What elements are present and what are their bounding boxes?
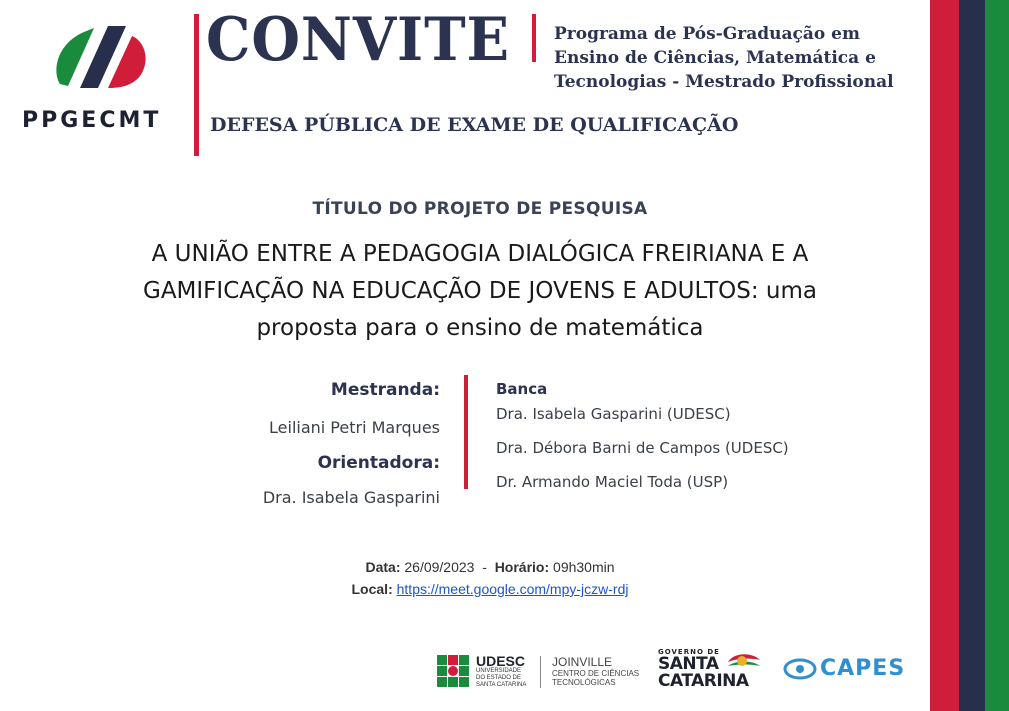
udesc-sub: SANTA CATARINA (476, 682, 527, 688)
student-name: Leiliani Petri Marques (269, 418, 440, 437)
joinville-sub: TECNOLÓGICAS (552, 678, 616, 687)
date-time-line (0, 559, 980, 575)
santa-catarina-flag-icon (726, 650, 762, 674)
joinville-name: JOINVILLE (552, 655, 613, 669)
footer-divider (540, 656, 541, 688)
project-title-line: GAMIFICAÇÃO NA EDUCAÇÃO DE JOVENS E ADULTOS: uma (143, 278, 817, 304)
udesc-sub: DO ESTADO DE (476, 675, 521, 681)
udesc-sub: UNIVERSIDADE (476, 668, 522, 674)
advisor-name: Dra. Isabela Gasparini (262, 488, 440, 507)
program-line: Ensino de Ciências, Matemática e (554, 48, 876, 68)
joinville-logo-text (552, 655, 639, 687)
committee-member: Dra. Débora Barni de Campos (UDESC) (496, 439, 789, 457)
student-label: Mestranda: (330, 380, 440, 400)
committee-divider (464, 375, 468, 489)
sc-name: CATARINA (658, 671, 749, 691)
capes-logo-text: CAPES (820, 656, 906, 681)
committee-title: Banca (496, 380, 548, 398)
udesc-logo-icon (437, 655, 469, 687)
event-type: DEFESA PÚBLICA DE EXAME DE QUALIFICAÇÃO (210, 114, 739, 136)
time-value: 09h30min (553, 559, 615, 575)
location-label: Local: (351, 581, 393, 597)
title-divider (532, 14, 536, 62)
project-title-line: A UNIÃO ENTRE A PEDAGOGIA DIALÓGICA FREIRIANA E A (151, 241, 809, 267)
sc-name: SANTA (658, 654, 719, 674)
sc-gov: GOVERNO DE (658, 648, 720, 656)
header-divider (194, 14, 199, 156)
navy-stripe (959, 0, 985, 711)
program-line: Tecnologias - Mestrado Profissional (554, 72, 894, 92)
project-title (40, 236, 920, 347)
joinville-sub: CENTRO DE CIÊNCIAS (552, 669, 640, 678)
red-stripe (930, 0, 959, 711)
invitation-title: CONVITE (206, 5, 510, 75)
date-value: 26/09/2023 (404, 559, 475, 575)
udesc-logo-text (476, 654, 526, 689)
meeting-link[interactable]: https://meet.google.com/mpy-jczw-rdj (396, 581, 629, 597)
green-stripe (985, 0, 1009, 711)
logo-text: PPGECMT (22, 108, 162, 133)
advisor-label: Orientadora: (317, 453, 440, 473)
location-line (0, 581, 980, 597)
committee-member: Dra. Isabela Gasparini (UDESC) (496, 405, 731, 423)
project-title-label: TÍTULO DO PROJETO DE PESQUISA (312, 199, 648, 219)
program-name (554, 22, 924, 94)
project-title-line: proposta para o ensino de matemática (256, 315, 704, 341)
date-label: Data: (365, 559, 401, 575)
program-line: Programa de Pós-Graduação em (554, 24, 860, 44)
ppgecmt-logo-icon (50, 22, 152, 90)
committee-member: Dr. Armando Maciel Toda (USP) (496, 473, 729, 491)
separator: - (482, 559, 487, 575)
people-section (180, 380, 440, 510)
udesc-name: UDESC (476, 653, 526, 669)
capes-logo-icon (783, 657, 817, 681)
time-label: Horário: (494, 559, 550, 575)
committee-section (496, 380, 896, 500)
